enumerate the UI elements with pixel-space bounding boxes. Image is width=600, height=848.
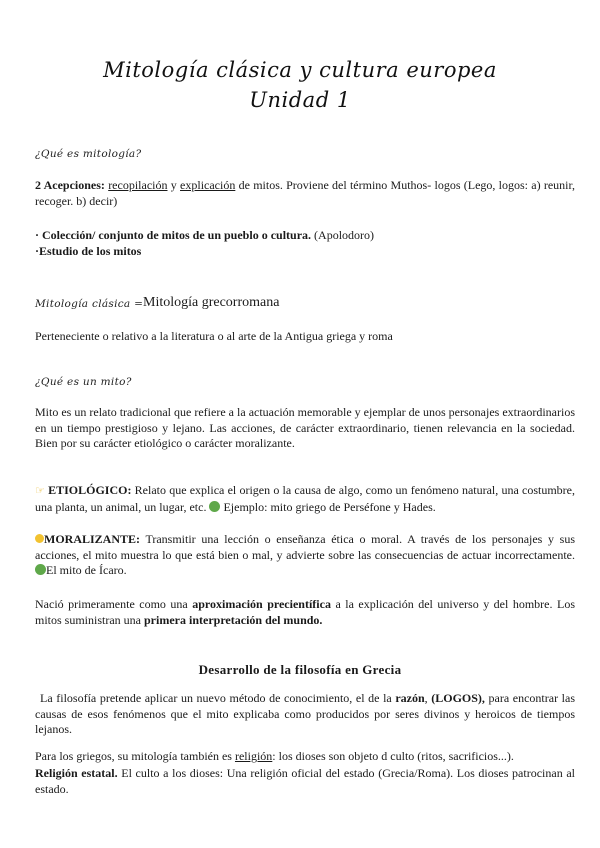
- bullet-estudio: [35, 244, 575, 260]
- origen-pre: Nació primeramente como una: [35, 597, 193, 611]
- origen-mid: a la explicación del universo y del hombre. Los mitos suministran una: [35, 597, 575, 627]
- religion-rest: : los dioses son objeto d culto (ritos, sacrificios...).: [272, 749, 514, 763]
- page-subtitle: Unidad 1: [249, 88, 351, 112]
- filosofia-paragraph: [35, 691, 575, 738]
- acepciones-and: y: [167, 178, 181, 192]
- bullet-coleccion: [35, 228, 575, 244]
- clasica-definition: Perteneciente o relativo a la literatura o al arte de la Antigua griega y roma: [35, 329, 393, 343]
- mitologia-grecorromana: Mitología grecorromana: [143, 295, 280, 310]
- etiologico-label: ETIOLÓGICO:: [48, 483, 132, 497]
- origen-bold-2: primera interpretación del mundo.: [144, 612, 323, 627]
- acepciones-label: 2 Acepciones:: [35, 178, 105, 192]
- yellow-circle-icon: [35, 534, 44, 543]
- filosofia-comma: ,: [424, 691, 432, 705]
- acepciones-term-2: explicación: [180, 178, 236, 192]
- green-circle-icon: [35, 564, 46, 575]
- religion-estatal-label: Religión estatal.: [35, 766, 118, 780]
- religion-estatal-paragraph: [35, 766, 575, 797]
- page-title: Mitología clásica y cultura europea: [103, 58, 497, 82]
- origen-bold-1: aproximación precientífica: [192, 597, 331, 611]
- origen-paragraph: [35, 597, 575, 628]
- acepciones-rest: de mitos. Proviene del término Muthos- logos (Lego, logos: a) reunir, recoger. b) decir): [35, 178, 576, 208]
- acepciones-paragraph: [35, 178, 575, 209]
- acepciones-term-1: recopilación: [108, 178, 168, 192]
- filosofia-razon: razón: [395, 691, 425, 705]
- heading-que-es-mitologia: ¿Qué es mitología?: [35, 148, 142, 160]
- filosofia-rest: para encontrar las causas de esos fenómenos que el mito explicaba como producidos por seres divinos y heroicos de tiempos lejanos.: [35, 691, 575, 736]
- religion-estatal-text: El culto a los dioses: Una religión oficial del estado (Grecia/Roma). Los dioses patrocinan al estado.: [35, 766, 575, 796]
- moralizante-label: MORALIZANTE:: [44, 532, 141, 546]
- bullet-coleccion-rest: (Apolodoro): [311, 228, 375, 242]
- green-circle-icon: [209, 501, 220, 512]
- etiologico-text: Relato que explica el origen o la causa de algo, como un fenómeno natural, una costumbre, una planta, un animal, un lugar, etc.: [35, 483, 576, 514]
- moralizante-text: Transmitir una lección o enseñanza ética o moral. A través de los personajes y sus acciones, el mito muestra lo que está bien o mal, y advierte sobre las consecuencias de actuar incorrectamente.: [35, 532, 575, 562]
- bullet-estudio-bold: ·Estudio de los mitos: [35, 244, 142, 258]
- mito-definition: Mito es un relato tradicional que refiere a la actuación memorable y ejemplar de unos personajes extraordinarios en un tiempo prestigioso y lejano. Las acciones, de carácter extraordinario, tienen relevancia en la sociedad. Bien por su carácter etiológico o carácter moralizante.: [35, 405, 575, 450]
- filosofia-logos: (LOGOS),: [431, 691, 485, 705]
- etiologico-example: Ejemplo: mito griego de Perséfone y Hades.: [220, 499, 436, 514]
- bullet-coleccion-bold: · Colección/ conjunto de mitos de un pueblo o cultura.: [35, 228, 312, 242]
- filosofia-pre: La filosofía pretende aplicar un nuevo método de conocimiento, el de la: [40, 691, 396, 705]
- religion-pre: Para los griegos, su mitología también es: [35, 749, 235, 763]
- religion-paragraph: [35, 749, 575, 765]
- pointing-hand-icon: ☞: [35, 485, 45, 497]
- religion-term: religión: [234, 749, 273, 763]
- moralizante-example: El mito de Ícaro.: [46, 563, 127, 577]
- etiologico-paragraph: [35, 483, 575, 515]
- moralizante-paragraph: [35, 532, 575, 579]
- heading-que-es-un-mito: ¿Qué es un mito?: [35, 376, 132, 388]
- heading-mitologia-clasica: Mitología clásica =: [35, 298, 144, 310]
- heading-filosofia: Desarrollo de la filosofía en Grecia: [198, 662, 402, 677]
